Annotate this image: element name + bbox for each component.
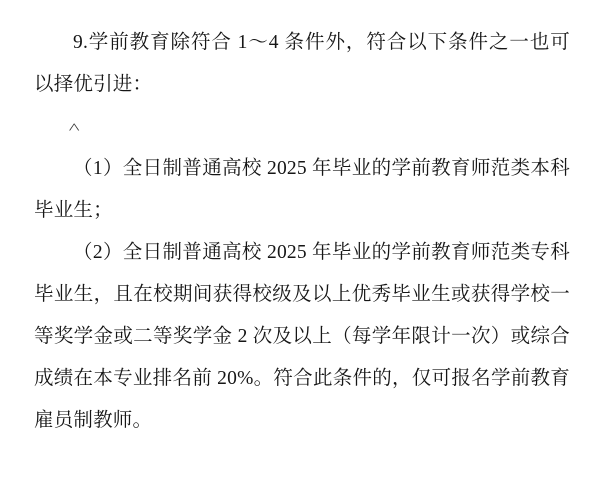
- paragraph-clause-9: 9.学前教育除符合 1～4 条件外，符合以下条件之一也可以择优引进：: [34, 32, 570, 95]
- paragraph-item-1: （1）全日制普通高校 2025 年毕业的学前教育师范类本科毕业生；: [34, 158, 570, 221]
- spacer-line: [34, 106, 570, 148]
- paragraph-item-2: （2）全日制普通高校 2025 年毕业的学前教育师范类专科毕业生，且在校期间获得校级及以上优秀毕业生或获得学校一等奖学金或二等奖学金 2 次及以上（每学年限计一次）或综合成绩在本专业排名前 20%。符合此条件的，仅可报名学前教育雇员制教师。: [34, 242, 570, 431]
- caret-mark-icon: ˄: [68, 120, 81, 136]
